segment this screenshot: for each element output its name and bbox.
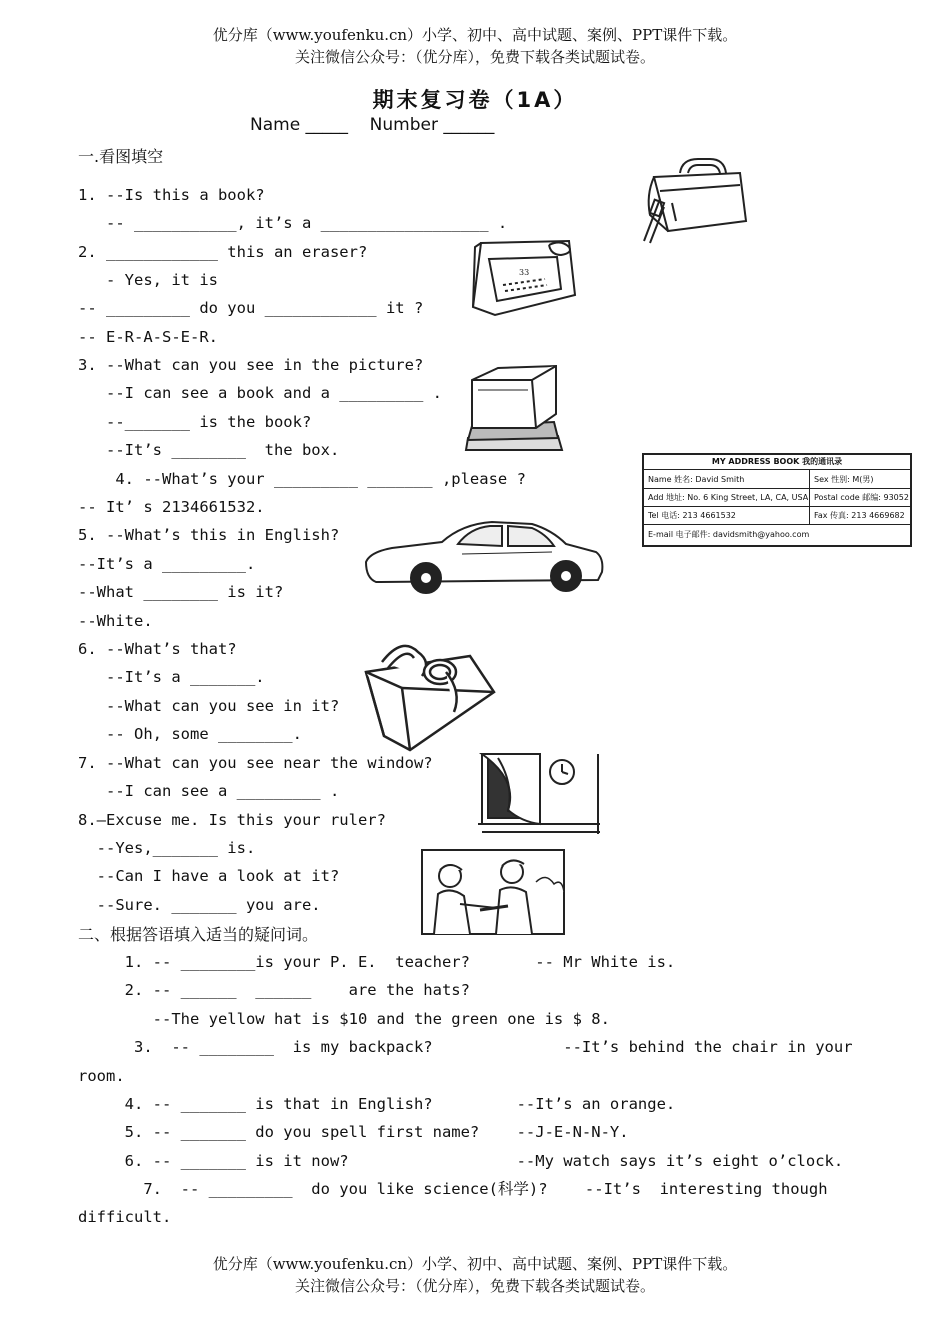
question-line: -- It’ s 2134661532.	[78, 498, 265, 516]
name-number-line: Name _____ Number ______	[250, 115, 495, 135]
question-line: 6. --What’s that?	[78, 640, 237, 658]
header-line-2: 关注微信公众号：（优分库），免费下载各类试题试卷。	[294, 48, 655, 66]
question-line: 5. -- _______ do you spell first name? --J-E-N-N-Y.	[78, 1123, 629, 1141]
question-line: 2. -- ______ ______ are the hats?	[78, 981, 470, 999]
question-line: 5. --What’s this in English?	[78, 526, 340, 544]
question-line: 4. --What’s your _________ _______ ,please ?	[78, 470, 526, 488]
question-line: -- _________ do you ____________ it ?	[78, 299, 424, 317]
address-postal: Postal code 邮编: 93052	[814, 493, 909, 502]
box-book-picture	[458, 350, 568, 452]
question-line: difficult.	[78, 1208, 172, 1226]
question-line: --I can see a book and a _________ .	[78, 384, 442, 402]
question-line: 3. -- ________ is my backpack? --It’s behind the chair in your	[78, 1038, 853, 1056]
eraser-picture	[465, 235, 585, 323]
question-line: 1. -- ________is your P. E. teacher? -- Mr White is.	[78, 953, 676, 971]
address-book-title: MY ADDRESS BOOK	[711, 457, 800, 466]
section-1-heading: 一.看图填空	[78, 147, 164, 166]
window-clock-picture	[478, 750, 602, 836]
question-line: --Can I have a look at it?	[78, 867, 340, 885]
bag-picture	[640, 155, 752, 247]
address-book-card	[642, 453, 912, 547]
footer-line-2: 关注微信公众号：（优分库），免费下载各类试题试卷。	[294, 1277, 655, 1295]
question-line: --Yes,_______ is.	[78, 839, 256, 857]
address-book-title-cn: 我的通讯录	[802, 457, 843, 466]
svg-text:33: 33	[519, 268, 530, 277]
address-tel: Tel 电话: 213 4661532	[648, 511, 736, 520]
question-line: 8.—Excuse me. Is this your ruler?	[78, 811, 386, 829]
section-2-heading: 二、根据答语填入适当的疑问词。	[78, 925, 319, 944]
question-line: 7. -- _________ do you like science(科学)? --It’s interesting though	[78, 1180, 828, 1198]
question-line: 4. -- _______ is that in English? --It’s an orange.	[78, 1095, 676, 1113]
basket-picture	[362, 632, 498, 752]
question-line: 1. --Is this a book?	[78, 186, 265, 204]
question-line: 3. --What can you see in the picture?	[78, 356, 424, 374]
question-line: --_______ is the book?	[78, 413, 312, 431]
address-fax: Fax 传真: 213 4669682	[814, 511, 905, 520]
question-line: room.	[78, 1067, 125, 1085]
question-line: -- ___________, it’s a __________________ .	[78, 214, 508, 232]
question-line: --White.	[78, 612, 153, 630]
header-line-1: 优分库（www.youfenku.cn）小学、初中、高中试题、案例、PPT课件下载。	[212, 26, 738, 44]
question-line: -- Oh, some ________.	[78, 725, 302, 743]
question-line: --It’s ________ the box.	[78, 441, 340, 459]
question-line: - Yes, it is	[78, 271, 218, 289]
address-email: E-mail 电子邮件: davidsmith@yahoo.com	[648, 530, 810, 539]
car-picture	[362, 518, 606, 598]
address-sex: Sex 性别: M(男)	[814, 475, 874, 484]
question-line: -- E-R-A-S-E-R.	[78, 328, 218, 346]
question-line: --It’s a _________.	[78, 555, 256, 573]
boys-ruler-picture	[420, 848, 566, 936]
address-name: Name 姓名: David Smith	[648, 475, 745, 484]
question-line: --What can you see in it?	[78, 697, 340, 715]
question-line: --It’s a _______.	[78, 668, 265, 686]
address-add: Add 地址: No. 6 King Street, LA, CA, USA	[648, 493, 809, 502]
question-line: --I can see a _________ .	[78, 782, 340, 800]
question-line: 7. --What can you see near the window?	[78, 754, 433, 772]
question-line: 2. ____________ this an eraser?	[78, 243, 368, 261]
question-line: --The yellow hat is $10 and the green one is $ 8.	[78, 1010, 610, 1028]
page-title: 期末复习卷（1A）	[372, 88, 578, 112]
question-line: --Sure. _______ you are.	[78, 896, 321, 914]
question-line: --What ________ is it?	[78, 583, 284, 601]
question-line: 6. -- _______ is it now? --My watch says it’s eight o’clock.	[78, 1152, 844, 1170]
footer-line-1: 优分库（www.youfenku.cn）小学、初中、高中试题、案例、PPT课件下载。	[212, 1255, 738, 1273]
